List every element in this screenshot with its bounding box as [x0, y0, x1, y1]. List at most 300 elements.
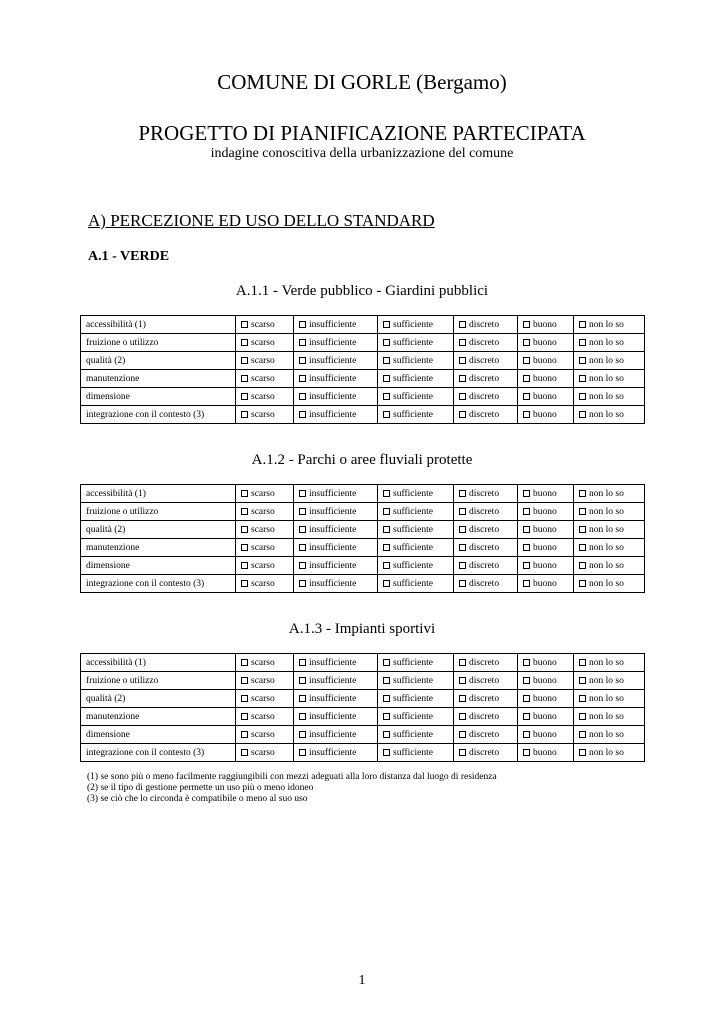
checkbox-icon[interactable] [459, 749, 466, 756]
option-label: scarso [251, 506, 275, 517]
subsection-heading: A.1 - VERDE [88, 249, 170, 264]
rating-option[interactable] [574, 521, 645, 539]
checkbox-icon[interactable] [459, 562, 466, 569]
option-label: discreto [469, 355, 500, 366]
checkbox-icon[interactable] [383, 339, 390, 346]
option-label: non lo so [589, 675, 624, 686]
checkbox-icon[interactable] [579, 731, 586, 738]
rating-option[interactable] [294, 708, 378, 726]
rating-option[interactable] [518, 485, 574, 503]
rating-option[interactable] [454, 334, 518, 352]
page-number: 1 [358, 973, 366, 988]
footnotes [87, 772, 497, 805]
rating-option[interactable] [518, 726, 574, 744]
rating-option[interactable] [518, 503, 574, 521]
option-label: insufficiente [309, 560, 357, 571]
option-label: non lo so [589, 355, 624, 366]
option-label: sufficiente [393, 524, 433, 535]
rating-option[interactable] [294, 654, 378, 672]
rating-option[interactable] [454, 726, 518, 744]
table-row [81, 654, 645, 672]
criterion-label: dimensione [81, 557, 236, 575]
rating-option[interactable] [294, 521, 378, 539]
option-label: insufficiente [309, 488, 357, 499]
option-label: non lo so [589, 524, 624, 535]
rating-table-parchi [80, 484, 645, 593]
checkbox-icon[interactable] [383, 411, 390, 418]
checkbox-icon[interactable] [579, 659, 586, 666]
table-row [81, 690, 645, 708]
rating-option[interactable] [236, 744, 294, 762]
checkbox-icon[interactable] [579, 544, 586, 551]
option-label: discreto [469, 506, 500, 517]
checkbox-icon[interactable] [299, 562, 306, 569]
rating-option[interactable] [574, 726, 645, 744]
rating-option[interactable] [574, 672, 645, 690]
checkbox-icon[interactable] [579, 526, 586, 533]
checkbox-icon[interactable] [383, 749, 390, 756]
checkbox-icon[interactable] [299, 677, 306, 684]
table-row [81, 485, 645, 503]
table-row [81, 521, 645, 539]
checkbox-icon[interactable] [383, 659, 390, 666]
checkbox-icon[interactable] [523, 580, 530, 587]
rating-option[interactable] [236, 557, 294, 575]
rating-option[interactable] [454, 690, 518, 708]
rating-option[interactable] [518, 575, 574, 593]
option-label: non lo so [589, 560, 624, 571]
checkbox-icon[interactable] [579, 562, 586, 569]
rating-option[interactable] [574, 539, 645, 557]
checkbox-icon[interactable] [579, 749, 586, 756]
rating-option[interactable] [236, 708, 294, 726]
checkbox-icon[interactable] [241, 580, 248, 587]
rating-option[interactable] [378, 539, 454, 557]
option-label: buono [533, 747, 557, 758]
option-label: buono [533, 391, 557, 402]
rating-option[interactable] [378, 521, 454, 539]
checkbox-icon[interactable] [383, 695, 390, 702]
option-label: scarso [251, 319, 275, 330]
checkbox-icon[interactable] [523, 677, 530, 684]
checkbox-icon[interactable] [579, 321, 586, 328]
checkbox-icon[interactable] [523, 339, 530, 346]
checkbox-icon[interactable] [241, 659, 248, 666]
rating-option[interactable] [574, 334, 645, 352]
option-label: insufficiente [309, 747, 357, 758]
rating-option[interactable] [236, 485, 294, 503]
checkbox-icon[interactable] [523, 357, 530, 364]
rating-option[interactable] [378, 352, 454, 370]
table-row [81, 575, 645, 593]
option-label: buono [533, 373, 557, 384]
checkbox-icon[interactable] [523, 393, 530, 400]
rating-option[interactable] [378, 672, 454, 690]
checkbox-icon[interactable] [383, 544, 390, 551]
checkbox-icon[interactable] [459, 411, 466, 418]
rating-option[interactable] [454, 316, 518, 334]
criterion-label: manutenzione [81, 539, 236, 557]
rating-option[interactable] [574, 708, 645, 726]
checkbox-icon[interactable] [459, 677, 466, 684]
rating-option[interactable] [518, 557, 574, 575]
table-row [81, 503, 645, 521]
rating-option[interactable] [454, 744, 518, 762]
checkbox-icon[interactable] [523, 526, 530, 533]
option-label: non lo so [589, 542, 624, 553]
checkbox-icon[interactable] [383, 393, 390, 400]
checkbox-icon[interactable] [579, 695, 586, 702]
option-label: buono [533, 711, 557, 722]
checkbox-icon[interactable] [241, 411, 248, 418]
option-label: discreto [469, 337, 500, 348]
option-label: scarso [251, 578, 275, 589]
rating-option[interactable] [454, 370, 518, 388]
rating-option[interactable] [236, 388, 294, 406]
criterion-label: integrazione con il contesto (3) [81, 744, 236, 762]
checkbox-icon[interactable] [299, 695, 306, 702]
rating-option[interactable] [454, 352, 518, 370]
rating-option[interactable] [236, 690, 294, 708]
checkbox-icon[interactable] [241, 731, 248, 738]
rating-option[interactable] [378, 503, 454, 521]
option-label: scarso [251, 488, 275, 499]
option-label: insufficiente [309, 409, 357, 420]
rating-option[interactable] [294, 406, 378, 424]
option-label: discreto [469, 524, 500, 535]
checkbox-icon[interactable] [299, 749, 306, 756]
rating-option[interactable] [378, 708, 454, 726]
rating-option[interactable] [454, 557, 518, 575]
checkbox-icon[interactable] [299, 375, 306, 382]
rating-option[interactable] [574, 370, 645, 388]
checkbox-icon[interactable] [523, 731, 530, 738]
checkbox-icon[interactable] [459, 580, 466, 587]
rating-option[interactable] [574, 406, 645, 424]
option-label: discreto [469, 488, 500, 499]
option-label: discreto [469, 578, 500, 589]
checkbox-icon[interactable] [459, 526, 466, 533]
checkbox-icon[interactable] [383, 526, 390, 533]
rating-option[interactable] [574, 744, 645, 762]
rating-option[interactable] [236, 316, 294, 334]
option-label: insufficiente [309, 657, 357, 668]
checkbox-icon[interactable] [241, 749, 248, 756]
checkbox-icon[interactable] [241, 713, 248, 720]
checkbox-icon[interactable] [241, 695, 248, 702]
section-heading: A) PERCEZIONE ED USO DELLO STANDARD [88, 211, 435, 230]
rating-option[interactable] [378, 334, 454, 352]
checkbox-icon[interactable] [459, 659, 466, 666]
rating-option[interactable] [518, 539, 574, 557]
rating-option[interactable] [378, 690, 454, 708]
rating-option[interactable] [518, 388, 574, 406]
checkbox-icon[interactable] [459, 357, 466, 364]
rating-option[interactable] [454, 654, 518, 672]
option-label: scarso [251, 711, 275, 722]
rating-option[interactable] [518, 316, 574, 334]
rating-option[interactable] [294, 690, 378, 708]
option-label: scarso [251, 524, 275, 535]
criterion-label: fruizione o utilizzo [81, 672, 236, 690]
checkbox-icon[interactable] [579, 339, 586, 346]
table-row [81, 744, 645, 762]
rating-option[interactable] [294, 388, 378, 406]
rating-option[interactable] [454, 485, 518, 503]
checkbox-icon[interactable] [579, 411, 586, 418]
checkbox-icon[interactable] [383, 562, 390, 569]
footnote: (1) se sono più o meno facilmente raggiungibili con mezzi adeguati alla loro distanza dal luogo di residenza [87, 772, 497, 782]
checkbox-icon[interactable] [383, 490, 390, 497]
rating-option[interactable] [454, 708, 518, 726]
checkbox-icon[interactable] [523, 562, 530, 569]
option-label: insufficiente [309, 337, 357, 348]
checkbox-icon[interactable] [383, 713, 390, 720]
rating-option[interactable] [574, 575, 645, 593]
rating-option[interactable] [378, 316, 454, 334]
checkbox-icon[interactable] [523, 713, 530, 720]
rating-option[interactable] [378, 370, 454, 388]
rating-option[interactable] [574, 690, 645, 708]
rating-option[interactable] [294, 672, 378, 690]
rating-option[interactable] [454, 575, 518, 593]
rating-option[interactable] [518, 744, 574, 762]
option-label: discreto [469, 729, 500, 740]
checkbox-icon[interactable] [241, 508, 248, 515]
criterion-label: accessibilità (1) [81, 654, 236, 672]
checkbox-icon[interactable] [299, 731, 306, 738]
checkbox-icon[interactable] [299, 393, 306, 400]
option-label: sufficiente [393, 693, 433, 704]
option-label: non lo so [589, 747, 624, 758]
checkbox-icon[interactable] [241, 544, 248, 551]
option-label: insufficiente [309, 373, 357, 384]
rating-option[interactable] [518, 352, 574, 370]
checkbox-icon[interactable] [299, 526, 306, 533]
checkbox-icon[interactable] [579, 393, 586, 400]
rating-option[interactable] [454, 539, 518, 557]
rating-option[interactable] [518, 334, 574, 352]
criterion-label: fruizione o utilizzo [81, 503, 236, 521]
rating-option[interactable] [378, 744, 454, 762]
criterion-label: manutenzione [81, 708, 236, 726]
option-label: scarso [251, 542, 275, 553]
checkbox-icon[interactable] [523, 695, 530, 702]
option-label: insufficiente [309, 524, 357, 535]
rating-option[interactable] [378, 388, 454, 406]
option-label: insufficiente [309, 578, 357, 589]
rating-option[interactable] [378, 406, 454, 424]
rating-option[interactable] [518, 672, 574, 690]
checkbox-icon[interactable] [459, 713, 466, 720]
rating-option[interactable] [294, 485, 378, 503]
checkbox-icon[interactable] [299, 411, 306, 418]
checkbox-icon[interactable] [383, 375, 390, 382]
checkbox-icon[interactable] [299, 357, 306, 364]
rating-option[interactable] [294, 352, 378, 370]
rating-option[interactable] [236, 503, 294, 521]
checkbox-icon[interactable] [241, 375, 248, 382]
rating-option[interactable] [294, 370, 378, 388]
checkbox-icon[interactable] [579, 375, 586, 382]
criterion-label: qualità (2) [81, 352, 236, 370]
rating-option[interactable] [236, 334, 294, 352]
checkbox-icon[interactable] [523, 508, 530, 515]
checkbox-icon[interactable] [299, 508, 306, 515]
option-label: sufficiente [393, 391, 433, 402]
rating-option[interactable] [294, 539, 378, 557]
rating-option[interactable] [236, 521, 294, 539]
rating-option[interactable] [454, 388, 518, 406]
rating-option[interactable] [294, 334, 378, 352]
rating-option[interactable] [574, 654, 645, 672]
rating-option[interactable] [294, 744, 378, 762]
criterion-label: integrazione con il contesto (3) [81, 575, 236, 593]
checkbox-icon[interactable] [299, 713, 306, 720]
checkbox-icon[interactable] [383, 357, 390, 364]
rating-option[interactable] [378, 654, 454, 672]
option-label: non lo so [589, 373, 624, 384]
checkbox-icon[interactable] [241, 562, 248, 569]
checkbox-icon[interactable] [579, 713, 586, 720]
rating-option[interactable] [454, 406, 518, 424]
option-label: sufficiente [393, 337, 433, 348]
checkbox-icon[interactable] [579, 490, 586, 497]
rating-option[interactable] [518, 370, 574, 388]
rating-option[interactable] [454, 672, 518, 690]
rating-option[interactable] [518, 654, 574, 672]
checkbox-icon[interactable] [459, 375, 466, 382]
checkbox-icon[interactable] [459, 321, 466, 328]
option-label: non lo so [589, 391, 624, 402]
checkbox-icon[interactable] [523, 749, 530, 756]
rating-option[interactable] [518, 521, 574, 539]
rating-option[interactable] [574, 352, 645, 370]
checkbox-icon[interactable] [241, 526, 248, 533]
criterion-label: fruizione o utilizzo [81, 334, 236, 352]
rating-option[interactable] [378, 575, 454, 593]
rating-option[interactable] [454, 521, 518, 539]
table-row [81, 352, 645, 370]
option-label: buono [533, 675, 557, 686]
checkbox-icon[interactable] [579, 677, 586, 684]
checkbox-icon[interactable] [523, 321, 530, 328]
checkbox-icon[interactable] [523, 544, 530, 551]
rating-option[interactable] [294, 316, 378, 334]
rating-option[interactable] [236, 352, 294, 370]
option-label: discreto [469, 675, 500, 686]
checkbox-icon[interactable] [459, 544, 466, 551]
checkbox-icon[interactable] [459, 393, 466, 400]
option-label: insufficiente [309, 693, 357, 704]
option-label: sufficiente [393, 319, 433, 330]
rating-option[interactable] [294, 575, 378, 593]
option-label: sufficiente [393, 747, 433, 758]
checkbox-icon[interactable] [299, 339, 306, 346]
checkbox-icon[interactable] [523, 659, 530, 666]
option-label: sufficiente [393, 542, 433, 553]
option-label: sufficiente [393, 409, 433, 420]
rating-option[interactable] [294, 726, 378, 744]
option-label: non lo so [589, 578, 624, 589]
checkbox-icon[interactable] [383, 321, 390, 328]
checkbox-icon[interactable] [579, 357, 586, 364]
rating-option[interactable] [236, 539, 294, 557]
checkbox-icon[interactable] [459, 695, 466, 702]
checkbox-icon[interactable] [299, 544, 306, 551]
checkbox-icon[interactable] [579, 580, 586, 587]
rating-option[interactable] [574, 503, 645, 521]
option-label: insufficiente [309, 711, 357, 722]
checkbox-icon[interactable] [299, 580, 306, 587]
table-title-parchi: A.1.2 - Parchi o aree fluviali protette [251, 452, 473, 468]
rating-option[interactable] [236, 726, 294, 744]
table-row [81, 370, 645, 388]
rating-option[interactable] [378, 485, 454, 503]
rating-option[interactable] [574, 557, 645, 575]
rating-option[interactable] [518, 708, 574, 726]
checkbox-icon[interactable] [383, 677, 390, 684]
rating-option[interactable] [518, 690, 574, 708]
checkbox-icon[interactable] [383, 731, 390, 738]
rating-option[interactable] [378, 726, 454, 744]
checkbox-icon[interactable] [383, 580, 390, 587]
checkbox-icon[interactable] [459, 339, 466, 346]
checkbox-icon[interactable] [299, 321, 306, 328]
rating-option[interactable] [454, 503, 518, 521]
checkbox-icon[interactable] [241, 393, 248, 400]
checkbox-icon[interactable] [459, 490, 466, 497]
checkbox-icon[interactable] [579, 508, 586, 515]
rating-option[interactable] [236, 672, 294, 690]
checkbox-icon[interactable] [523, 375, 530, 382]
rating-option[interactable] [518, 406, 574, 424]
checkbox-icon[interactable] [299, 659, 306, 666]
table-row [81, 539, 645, 557]
checkbox-icon[interactable] [383, 508, 390, 515]
option-label: discreto [469, 319, 500, 330]
rating-option[interactable] [574, 388, 645, 406]
rating-option[interactable] [236, 406, 294, 424]
checkbox-icon[interactable] [299, 490, 306, 497]
checkbox-icon[interactable] [523, 490, 530, 497]
option-label: buono [533, 657, 557, 668]
footnote: (2) se il tipo di gestione permette un uso più o meno idoneo [87, 783, 314, 793]
checkbox-icon[interactable] [459, 508, 466, 515]
rating-option[interactable] [378, 557, 454, 575]
rating-option[interactable] [574, 316, 645, 334]
checkbox-icon[interactable] [241, 321, 248, 328]
checkbox-icon[interactable] [241, 490, 248, 497]
rating-option[interactable] [236, 370, 294, 388]
checkbox-icon[interactable] [523, 411, 530, 418]
rating-option[interactable] [236, 654, 294, 672]
option-label: scarso [251, 337, 275, 348]
rating-option[interactable] [236, 575, 294, 593]
checkbox-icon[interactable] [459, 731, 466, 738]
option-label: non lo so [589, 337, 624, 348]
checkbox-icon[interactable] [241, 357, 248, 364]
checkbox-icon[interactable] [241, 677, 248, 684]
option-label: sufficiente [393, 578, 433, 589]
rating-option[interactable] [294, 557, 378, 575]
rating-option[interactable] [574, 485, 645, 503]
option-label: insufficiente [309, 391, 357, 402]
rating-table-impianti-sportivi [80, 653, 645, 762]
rating-option[interactable] [294, 503, 378, 521]
checkbox-icon[interactable] [241, 339, 248, 346]
option-label: discreto [469, 560, 500, 571]
